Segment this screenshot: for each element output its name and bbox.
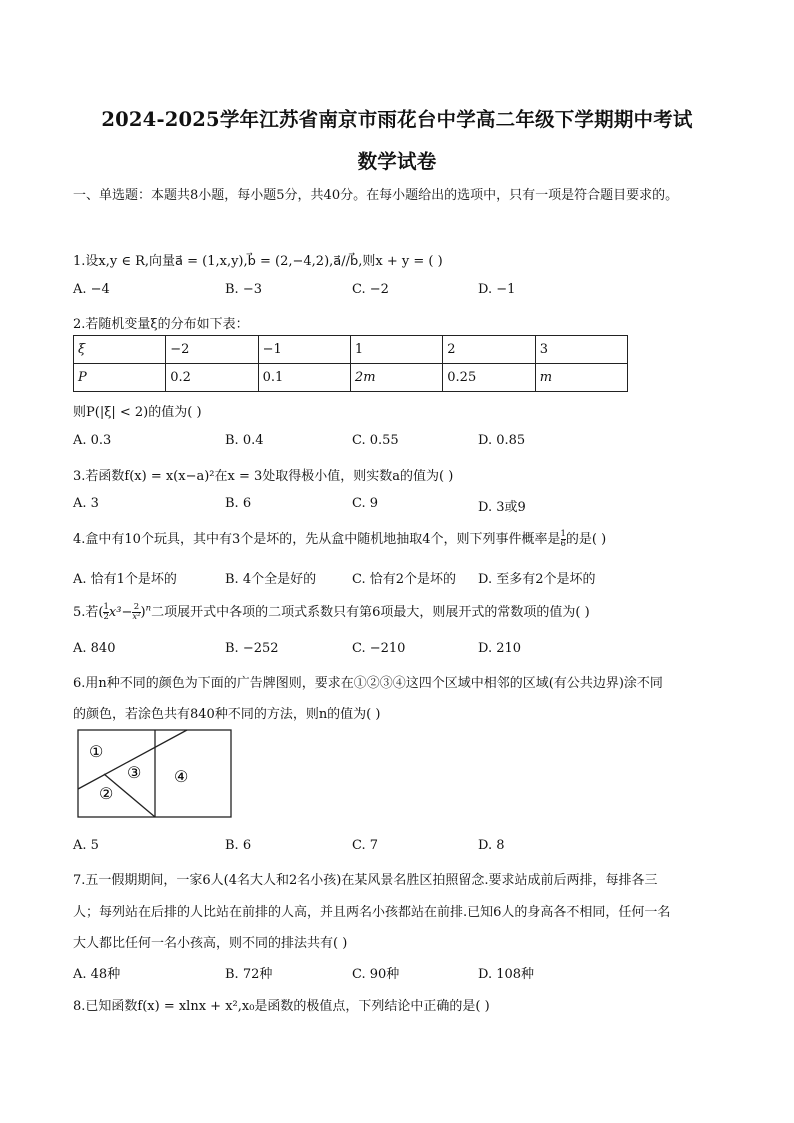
q7-option-c[interactable]: C. 90种 — [352, 967, 400, 982]
q2-option-b[interactable]: B. 0.4 — [225, 433, 264, 448]
q4-text-before: 4.盒中有10个玩具，其中有3个是坏的，先从盒中随机地抽取4个，则下列事件概率是 — [73, 532, 561, 547]
region-2-label: ② — [99, 784, 114, 803]
q5-option-d[interactable]: D. 210 — [478, 641, 522, 656]
q2-option-d[interactable]: D. 0.85 — [478, 433, 526, 448]
q4-text-after: 的是( ) — [565, 532, 607, 547]
question-7-line-3: 大人都比任何一名小孩高，则不同的排法共有( ) — [73, 936, 348, 951]
table-cell: 2 — [443, 336, 535, 364]
question-6-line-2: 的颜色，若涂色共有840种不同的方法，则n的值为( ) — [73, 707, 381, 722]
q5-f2-den: x² — [132, 612, 141, 622]
q5-f1-num: 1 — [103, 602, 109, 612]
region-4-label: ④ — [174, 767, 189, 786]
question-2: 2.若随机变量ξ的分布如下表： — [73, 317, 249, 332]
table-cell: 1 — [350, 336, 442, 364]
table-row — [74, 364, 628, 392]
q7-option-b[interactable]: B. 72种 — [225, 967, 273, 982]
question-1: 1.设x,y ∈ R,向量a⃗ = (1,x,y),b⃗ = (2,−4,2),a⃗//b⃗,则x + y = ( ) — [73, 254, 443, 269]
question-3: 3.若函数f(x) = x(x−a)²在x = 3处取得极小值，则实数a的值为( ) — [73, 469, 454, 484]
q3-option-b[interactable]: B. 6 — [225, 496, 252, 511]
question-2-ask: 则P(|ξ| < 2)的值为( ) — [73, 405, 202, 420]
q4-frac-num: 1 — [560, 529, 566, 539]
q5-option-b[interactable]: B. −252 — [225, 641, 279, 656]
q5-fraction-2 — [132, 603, 140, 622]
q5-mid: x³− — [108, 605, 133, 620]
q2-option-a[interactable]: A. 0.3 — [73, 433, 112, 448]
section-instructions: 一、单选题：本题共8小题，每小题5分，共40分。在每小题给出的选项中，只有一项是符合题目要求的。 — [73, 188, 679, 203]
q3-option-d[interactable]: D. 3或9 — [478, 500, 526, 515]
q1-option-d[interactable]: D. −1 — [478, 282, 516, 297]
question-7-line-1: 7.五一假期期间，一家6人(4名大人和2名小孩)在某风景名胜区拍照留念.要求站成前后两排，每排各三 — [73, 873, 658, 888]
q5-exponent: n — [145, 603, 152, 614]
q1-option-c[interactable]: C. −2 — [352, 282, 389, 297]
question-5 — [73, 601, 590, 622]
table-cell: 0.1 — [258, 364, 350, 392]
question-8: 8.已知函数f(x) = xlnx + x²,x₀是函数的极值点，下列结论中正确的是( ) — [73, 999, 490, 1014]
q1-option-b[interactable]: B. −3 — [225, 282, 262, 297]
q4-option-b[interactable]: B. 4个全是好的 — [225, 572, 317, 587]
q5-close: ) — [140, 605, 146, 620]
q3-option-c[interactable]: C. 9 — [352, 496, 379, 511]
q6-option-b[interactable]: B. 6 — [225, 838, 252, 853]
q4-option-a[interactable]: A. 恰有1个是坏的 — [73, 572, 177, 587]
q2-option-c[interactable]: C. 0.55 — [352, 433, 399, 448]
table-cell: ξ — [74, 336, 166, 364]
table-cell: −2 — [166, 336, 258, 364]
table-cell: P — [74, 364, 166, 392]
region-1-label: ① — [89, 742, 104, 761]
q7-option-a[interactable]: A. 48种 — [73, 967, 121, 982]
page-title: 2024-2025学年江苏省南京市雨花台中学高二年级下学期期中考试 — [101, 108, 693, 131]
q4-option-d[interactable]: D. 至多有2个是坏的 — [478, 572, 596, 587]
q3-option-a[interactable]: A. 3 — [73, 496, 99, 511]
table-cell: m — [535, 364, 627, 392]
q6-option-c[interactable]: C. 7 — [352, 838, 379, 853]
page-subtitle: 数学试卷 — [357, 150, 437, 173]
region-3-label: ③ — [127, 763, 142, 782]
q4-option-c[interactable]: C. 恰有2个是坏的 — [352, 572, 457, 587]
table-row — [74, 336, 628, 364]
q5-option-c[interactable]: C. −210 — [352, 641, 406, 656]
question-4 — [73, 528, 606, 549]
billboard-region-diagram — [77, 729, 233, 819]
q6-option-a[interactable]: A. 5 — [73, 838, 99, 853]
q5-prefix: 5.若( — [73, 605, 104, 620]
q5-rest: 二项展开式中各项的二项式系数只有第6项最大，则展开式的常数项的值为( ) — [151, 605, 590, 620]
distribution-table — [73, 335, 628, 392]
q5-f1-den: 2 — [103, 612, 109, 622]
q7-option-d[interactable]: D. 108种 — [478, 967, 535, 982]
question-6-line-1: 6.用n种不同的颜色为下面的广告牌图则，要求在①②③④这四个区域中相邻的区域(有公共边界)涂不同 — [73, 676, 663, 691]
question-7-line-2: 人；每列站在后排的人比站在前排的人高，并且两名小孩都站在前排.已知6人的身高各不相同，任何一名 — [73, 905, 671, 920]
q5-f2-num: 2 — [133, 602, 140, 612]
table-cell: 3 — [535, 336, 627, 364]
q6-option-d[interactable]: D. 8 — [478, 838, 505, 853]
table-cell: 0.2 — [166, 364, 258, 392]
table-cell: 2m — [350, 364, 442, 392]
q5-option-a[interactable]: A. 840 — [73, 641, 116, 656]
q4-frac-den: 6 — [560, 539, 566, 549]
table-cell: 0.25 — [443, 364, 535, 392]
q1-option-a[interactable]: A. −4 — [73, 282, 110, 297]
table-cell: −1 — [258, 336, 350, 364]
